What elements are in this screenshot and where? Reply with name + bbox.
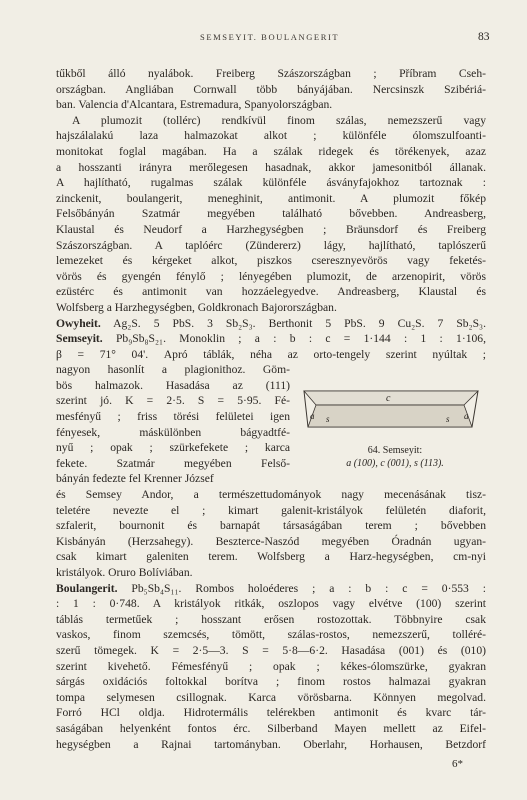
text-line	[56, 690, 486, 706]
line-text: táblás termetűek ; hosszant erősen rostozottak. Többnyire csak	[56, 612, 486, 626]
face-label: s	[446, 414, 450, 424]
text-line	[56, 331, 486, 347]
mineral-name: Semseyit.	[56, 332, 103, 346]
line-text: Pb₉Sb₈S₂₁. Monoklin ; a : b : c = 1·144 : 1 : 1·106,	[102, 332, 486, 346]
line-text: hegységben a Rajnai tartományban. Oberlahr, Horhausen, Betzdorf	[56, 737, 486, 751]
line-text: tűkből álló nyalábok. Freiberg Szászországban ; Příbram Cseh-	[56, 67, 486, 80]
text-line	[56, 487, 486, 503]
text-line	[56, 409, 290, 425]
line-text: Ag₂S. 5 PbS. 3 Sb₂S₃. Berthonit 5 PbS. 9 Cu₂S. 7 Sb₂S₃.	[100, 316, 486, 330]
text-line	[56, 269, 486, 285]
line-text: bányán fedezte fel Krenner József	[56, 472, 214, 486]
line-text: vaskos, finom szemcsés, tömött, szálas-rostos, nemezszerű, tolléré-	[56, 628, 486, 642]
line-text: saságában helyenként fontos érc. Silberband Mayen mellett az Eifel-	[56, 721, 486, 735]
text-line	[56, 378, 290, 394]
text-line	[56, 300, 486, 316]
line-text: nagyon hasonlít a plagionithoz. Göm-	[56, 363, 290, 377]
text-line	[56, 316, 486, 332]
text-line	[56, 643, 486, 659]
text-line	[56, 160, 486, 176]
figure-number: 64. Semseyit:	[367, 445, 423, 456]
line-text: β = 71° 04'. Apró táblák, néha az orto-tengely szerint nyúltak ;	[56, 347, 486, 361]
line-text: monitokat foglal magában. Ha a szálak ridegek és törékenyek, azaz	[56, 144, 486, 158]
line-text: ezüstérc és antimonit van hozzáelegyedve. Andreasberg, Klaustal és	[56, 285, 486, 299]
text-line	[56, 440, 290, 456]
text-line	[56, 238, 486, 254]
crystal-drawing	[296, 377, 486, 447]
line-text: Szászországban. A taplóérc (Zündererz) lágy, hajlítható, taplószerű	[56, 238, 486, 252]
line-text: kristályok. Oruro Bolíviában.	[56, 566, 193, 579]
text-line	[56, 222, 486, 238]
text-line	[56, 97, 486, 113]
line-text: vörös és gyengén fénylő ; lényegében plumozit, de arzenopirit, vörös	[56, 269, 486, 283]
line-text: szerű tömegek. K = 2·5—3. S = 5·8—6·2. Hasadása (001) és (010)	[56, 643, 486, 657]
line-text: Kisbányán (Herzsahegy). Beszterce-Naszód megyében Óradnán ugyan-	[56, 534, 486, 548]
line-text: bös halmazok. Hasadása az (111)	[56, 378, 290, 392]
text-line	[56, 144, 486, 160]
text-line	[56, 705, 486, 721]
text-line	[56, 659, 486, 675]
text-line	[56, 674, 486, 690]
text-line	[56, 721, 486, 737]
figure-caption	[300, 444, 490, 470]
text-line	[56, 284, 486, 300]
line-text: országban. Angliában Cornwall több bányájában. Nercsinszk Szibériá-	[56, 82, 486, 96]
text-line	[56, 737, 486, 753]
page-number: 83	[478, 31, 490, 43]
line-text: ban. Valencia d'Alcantara, Estremadura, Spanyolországban.	[56, 98, 333, 112]
text-line	[56, 627, 486, 643]
line-text: csak kimart galeniten terem. Wolfsberg a Harz-hegységben, cm-nyi	[56, 550, 486, 564]
line-text: : 1 : 0·748. A kristályok ritkák, oszlopos vagy elvétve (100) szerint	[56, 597, 486, 611]
text-line	[56, 253, 486, 269]
text-line	[56, 581, 486, 597]
line-text: mesfényű ; friss törési felületei igen	[56, 410, 290, 424]
line-text: teletére nevezte el ; kimart galenit-kristályok felületén diaforit,	[56, 503, 486, 517]
face-label: a	[310, 411, 315, 421]
text-line	[56, 534, 486, 550]
line-text: fekete. Szatmár megyében Felső-	[56, 456, 290, 470]
line-text: Felsőbányán Szatmár megyében található bővebben. Andreasberg,	[56, 207, 486, 221]
line-text: szerint jó. K = 2·5. S = 5·95. Fé-	[56, 394, 290, 408]
text-line	[56, 82, 486, 98]
line-text: zinckenit, boulangerit, meneghinit, antimonit. A plumozit főkép	[56, 191, 486, 205]
face-label: s	[326, 414, 330, 424]
signature-mark: 6*	[452, 758, 463, 770]
line-text: szfalerit, bournonit és barnapát társaságában terem ; bővebben	[56, 519, 486, 533]
line-text: fényesek, máskülönben bágyadtfé-	[56, 425, 290, 439]
line-text: A hajlítható, rugalmas szálak különféle ásványfajokhoz tartoznak :	[56, 176, 486, 190]
text-line	[56, 113, 486, 129]
line-text: lemezeket és kérgeket alkot, piszkos cseresznyevörös vagy feketés-	[56, 254, 486, 268]
text-line	[56, 456, 290, 472]
line-text: A plumozit (tollérc) rendkívül finom szálas, nemezszerű vagy	[72, 113, 486, 127]
face-label: a	[464, 411, 469, 421]
text-line	[56, 191, 486, 207]
text-line	[56, 425, 290, 441]
figure-legend: a (100), c (001), s (113).	[346, 458, 444, 469]
text-line	[56, 362, 290, 378]
line-text: Klaustal és Neudorf a Harzhegységben ; Bräunsdorf és Freiberg	[56, 222, 486, 236]
text-line	[56, 393, 290, 409]
text-line	[56, 612, 486, 628]
text-line	[56, 565, 486, 581]
line-text: Forró HCl oldja. Hidrotermális telérekben antimonit és kvarc tár-	[56, 706, 486, 720]
text-line	[56, 66, 486, 82]
line-text: nyű ; opak ; szürkefekete ; karca	[56, 441, 290, 455]
text-line	[56, 175, 486, 191]
text-line	[56, 347, 486, 363]
text-line	[56, 471, 290, 487]
mineral-name: Owyheit.	[56, 316, 101, 330]
line-text: és Semsey Andor, a természettudományok nagy mecenásának tisz-	[56, 488, 486, 502]
mineral-name: Boulangerit.	[56, 581, 118, 595]
running-header: SEMSEYIT. BOULANGERIT	[200, 32, 340, 42]
text-line	[56, 549, 486, 565]
line-text: hajszálalakú laza halmazokat alkot ; különféle ólomszulfoanti-	[56, 129, 486, 143]
line-text: sárgás oxidációs foltokkal borítva ; finom rostos halmazai gyakran	[56, 675, 486, 689]
text-line	[56, 518, 486, 534]
line-text: tompa selymesen csillognak. Karca vörösbarna. Könnyen megolvad.	[56, 690, 486, 704]
line-text: Wolfsberg a Harzhegységben, Goldkronach Bajorországban.	[56, 300, 337, 314]
text-line	[56, 206, 486, 222]
face-label: c	[386, 393, 391, 404]
text-line	[56, 128, 486, 144]
text-line	[56, 596, 486, 612]
text-line	[56, 503, 486, 519]
line-text: Pb₅Sb₄S₁₁. Rombos holoéderes ; a : b : c = 0·553 :	[117, 581, 486, 595]
line-text: a hosszanti irányra merőlegesen hasadnak, akkor jamesonitból állanak.	[56, 160, 486, 174]
line-text: szerint kivehető. Fémesfényű ; opak ; kékes-ólomszürke, gyakran	[56, 659, 486, 673]
